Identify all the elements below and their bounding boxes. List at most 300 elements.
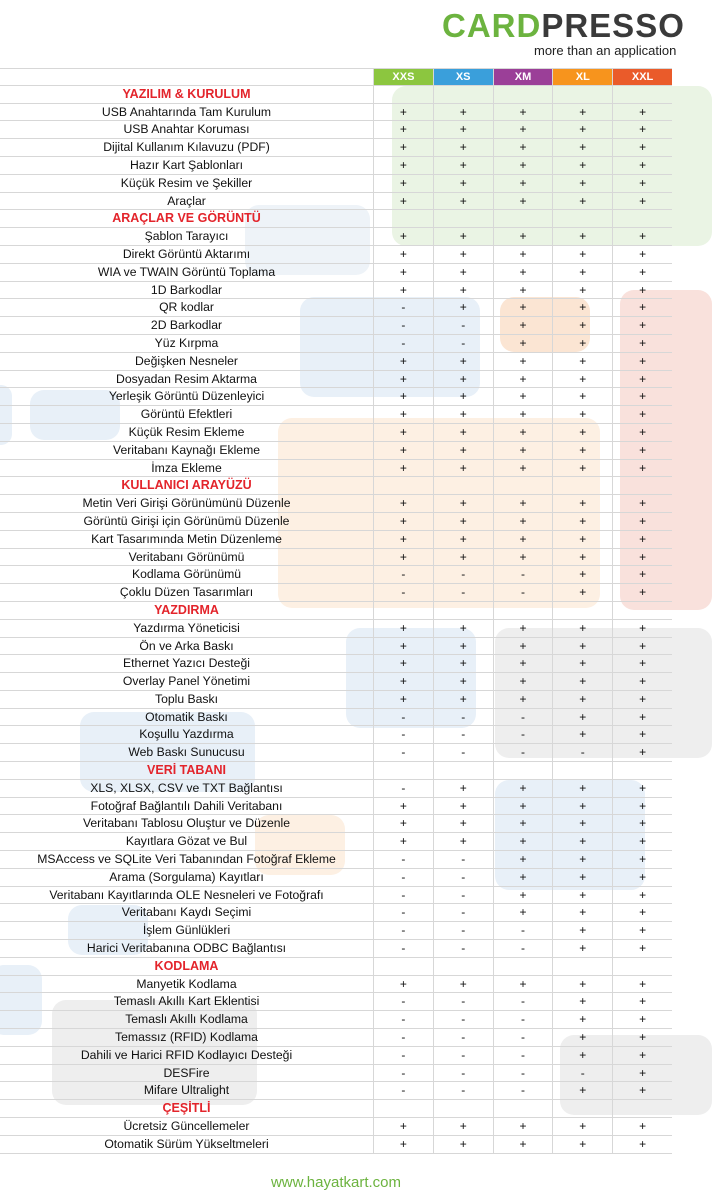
- section-row: [0, 1100, 672, 1118]
- feature-value-xs: -: [433, 744, 493, 761]
- feature-value-xm: +: [493, 175, 553, 192]
- section-empty-cell: [612, 210, 672, 227]
- feature-value-xm: +: [493, 193, 553, 210]
- feature-value-xl: +: [552, 371, 612, 388]
- feature-row: [0, 246, 672, 264]
- feature-value-xxs: +: [373, 620, 433, 637]
- feature-value-xxl: +: [612, 584, 672, 601]
- feature-value-xs: -: [433, 1047, 493, 1064]
- feature-label: Veritabanı Kaynağı Ekleme: [112, 442, 261, 457]
- feature-label: Kayıtlara Gözat ve Bul: [125, 834, 248, 849]
- feature-label: Şablon Tarayıcı: [144, 229, 229, 244]
- column-header-xxs: XXS: [373, 69, 433, 85]
- feature-value-xxs: +: [373, 175, 433, 192]
- feature-row: [0, 815, 672, 833]
- feature-row: [0, 1047, 672, 1065]
- feature-value-xxs: +: [373, 531, 433, 548]
- feature-label: Veritabanı Tablosu Oluştur ve Düzenle: [82, 816, 291, 831]
- feature-value-xxl: +: [612, 513, 672, 530]
- section-empty-cell: [612, 762, 672, 779]
- feature-value-xm: +: [493, 139, 553, 156]
- feature-value-xm: +: [493, 335, 553, 352]
- feature-value-xxl: +: [612, 922, 672, 939]
- feature-value-xxs: -: [373, 1029, 433, 1046]
- feature-value-xl: +: [552, 709, 612, 726]
- feature-value-xm: +: [493, 264, 553, 281]
- feature-value-xm: +: [493, 531, 553, 548]
- feature-value-xl: +: [552, 513, 612, 530]
- feature-value-xxl: +: [612, 887, 672, 904]
- feature-label: Kart Tasarımında Metin Düzenleme: [91, 531, 282, 546]
- feature-row: [0, 940, 672, 958]
- column-header-xm: XM: [493, 69, 553, 85]
- feature-row: [0, 299, 672, 317]
- feature-row: [0, 549, 672, 567]
- feature-value-xxl: +: [612, 193, 672, 210]
- feature-value-xxs: -: [373, 1082, 433, 1099]
- feature-value-xs: +: [433, 175, 493, 192]
- feature-row: [0, 922, 672, 940]
- feature-value-xm: -: [493, 566, 553, 583]
- feature-label: Dahili ve Harici RFID Kodlayıcı Desteği: [80, 1047, 293, 1062]
- feature-value-xl: +: [552, 442, 612, 459]
- feature-value-xxl: +: [612, 157, 672, 174]
- section-empty-cell: [612, 86, 672, 103]
- feature-value-xl: +: [552, 869, 612, 886]
- feature-value-xs: +: [433, 228, 493, 245]
- feature-value-xxl: +: [612, 851, 672, 868]
- feature-value-xxs: +: [373, 549, 433, 566]
- feature-value-xm: +: [493, 691, 553, 708]
- feature-value-xxl: +: [612, 744, 672, 761]
- feature-value-xl: +: [552, 549, 612, 566]
- feature-label: Harici Veritabanına ODBC Bağlantısı: [86, 941, 287, 956]
- feature-row: [0, 335, 672, 353]
- section-empty-cell: [373, 762, 433, 779]
- feature-value-xs: +: [433, 282, 493, 299]
- feature-row: [0, 780, 672, 798]
- feature-value-xxs: +: [373, 388, 433, 405]
- feature-value-xs: +: [433, 406, 493, 423]
- feature-value-xxs: +: [373, 833, 433, 850]
- feature-value-xl: +: [552, 282, 612, 299]
- feature-value-xm: +: [493, 442, 553, 459]
- feature-value-xs: +: [433, 121, 493, 138]
- section-empty-cell: [493, 210, 553, 227]
- feature-value-xm: -: [493, 1011, 553, 1028]
- feature-label: Yazdırma Yöneticisi: [133, 620, 240, 635]
- section-empty-cell: [373, 958, 433, 975]
- section-empty-cell: [612, 1100, 672, 1117]
- feature-value-xl: +: [552, 620, 612, 637]
- feature-row: [0, 264, 672, 282]
- feature-value-xxs: -: [373, 851, 433, 868]
- feature-value-xs: -: [433, 317, 493, 334]
- feature-value-xm: +: [493, 833, 553, 850]
- feature-value-xm: +: [493, 513, 553, 530]
- feature-value-xxl: +: [612, 353, 672, 370]
- feature-value-xl: +: [552, 104, 612, 121]
- feature-value-xxl: +: [612, 1118, 672, 1135]
- feature-row: [0, 388, 672, 406]
- feature-value-xxs: +: [373, 691, 433, 708]
- feature-value-xxs: +: [373, 1118, 433, 1135]
- feature-value-xm: +: [493, 317, 553, 334]
- feature-value-xxl: +: [612, 228, 672, 245]
- feature-value-xm: +: [493, 157, 553, 174]
- feature-row: [0, 744, 672, 762]
- section-empty-cell: [493, 762, 553, 779]
- feature-value-xl: +: [552, 780, 612, 797]
- feature-label: WIA ve TWAIN Görüntü Toplama: [97, 264, 276, 279]
- feature-value-xs: +: [433, 620, 493, 637]
- feature-value-xxl: +: [612, 655, 672, 672]
- feature-value-xs: +: [433, 798, 493, 815]
- feature-value-xl: +: [552, 638, 612, 655]
- feature-value-xm: -: [493, 709, 553, 726]
- feature-row: [0, 1029, 672, 1047]
- feature-value-xm: -: [493, 584, 553, 601]
- feature-value-xl: +: [552, 121, 612, 138]
- feature-value-xs: +: [433, 299, 493, 316]
- feature-value-xm: +: [493, 887, 553, 904]
- feature-value-xxs: +: [373, 139, 433, 156]
- section-row: [0, 958, 672, 976]
- section-empty-cell: [493, 86, 553, 103]
- feature-row: [0, 851, 672, 869]
- section-empty-cell: [552, 210, 612, 227]
- feature-value-xl: +: [552, 1082, 612, 1099]
- feature-label: Hazır Kart Şablonları: [129, 157, 244, 172]
- feature-label: Çoklu Düzen Tasarımları: [119, 585, 254, 600]
- feature-value-xxs: -: [373, 887, 433, 904]
- feature-value-xxl: +: [612, 388, 672, 405]
- feature-value-xm: -: [493, 1047, 553, 1064]
- feature-value-xl: +: [552, 460, 612, 477]
- section-title: VERİ TABANI: [147, 763, 226, 778]
- feature-value-xl: +: [552, 851, 612, 868]
- feature-value-xs: +: [433, 513, 493, 530]
- feature-row: [0, 353, 672, 371]
- feature-value-xl: +: [552, 887, 612, 904]
- feature-value-xxs: -: [373, 993, 433, 1010]
- feature-value-xm: +: [493, 121, 553, 138]
- section-row: [0, 762, 672, 780]
- feature-label: Değişken Nesneler: [135, 353, 238, 368]
- feature-value-xs: -: [433, 904, 493, 921]
- feature-value-xxs: +: [373, 495, 433, 512]
- feature-row: [0, 1011, 672, 1029]
- feature-value-xs: +: [433, 1136, 493, 1153]
- feature-label: Web Baskı Sunucusu: [128, 745, 245, 760]
- feature-value-xl: +: [552, 228, 612, 245]
- feature-value-xm: +: [493, 104, 553, 121]
- feature-value-xxs: -: [373, 709, 433, 726]
- feature-value-xl: +: [552, 531, 612, 548]
- feature-value-xxl: +: [612, 121, 672, 138]
- feature-value-xl: +: [552, 353, 612, 370]
- feature-value-xs: +: [433, 1118, 493, 1135]
- feature-value-xs: -: [433, 940, 493, 957]
- feature-value-xm: +: [493, 815, 553, 832]
- feature-value-xxs: +: [373, 282, 433, 299]
- feature-value-xs: +: [433, 246, 493, 263]
- section-title: KODLAMA: [154, 958, 219, 973]
- logo-card-text: CARD: [442, 7, 542, 44]
- feature-value-xxs: -: [373, 317, 433, 334]
- feature-label: Koşullu Yazdırma: [139, 727, 234, 742]
- feature-row: [0, 833, 672, 851]
- feature-label: Fotoğraf Bağlantılı Dahili Veritabanı: [90, 798, 283, 813]
- section-empty-cell: [373, 602, 433, 619]
- feature-value-xxs: -: [373, 1047, 433, 1064]
- feature-value-xs: +: [433, 388, 493, 405]
- feature-value-xxl: +: [612, 1011, 672, 1028]
- feature-value-xxs: +: [373, 228, 433, 245]
- feature-value-xl: +: [552, 246, 612, 263]
- feature-row: [0, 673, 672, 691]
- feature-value-xl: -: [552, 744, 612, 761]
- section-empty-cell: [373, 210, 433, 227]
- feature-value-xs: -: [433, 851, 493, 868]
- feature-label: Otomatik Baskı: [145, 709, 228, 724]
- section-title: YAZDIRMA: [154, 602, 219, 617]
- section-empty-cell: [433, 958, 493, 975]
- feature-value-xl: +: [552, 1047, 612, 1064]
- feature-value-xxl: +: [612, 175, 672, 192]
- feature-value-xl: +: [552, 388, 612, 405]
- feature-value-xs: -: [433, 993, 493, 1010]
- feature-label: Overlay Panel Yönetimi: [122, 674, 251, 689]
- feature-value-xm: +: [493, 228, 553, 245]
- section-row: [0, 86, 672, 104]
- feature-value-xxl: +: [612, 424, 672, 441]
- feature-value-xm: +: [493, 851, 553, 868]
- logo-tagline: more than an application: [534, 43, 677, 58]
- feature-value-xxs: -: [373, 1065, 433, 1082]
- feature-value-xm: +: [493, 1136, 553, 1153]
- feature-value-xl: +: [552, 904, 612, 921]
- feature-value-xm: +: [493, 353, 553, 370]
- feature-value-xm: -: [493, 744, 553, 761]
- feature-value-xxl: +: [612, 549, 672, 566]
- feature-value-xs: +: [433, 371, 493, 388]
- feature-row: [0, 1136, 672, 1154]
- feature-value-xxs: +: [373, 976, 433, 993]
- feature-value-xm: -: [493, 1082, 553, 1099]
- feature-label: Ethernet Yazıcı Desteği: [123, 656, 250, 671]
- feature-value-xxs: -: [373, 584, 433, 601]
- section-empty-cell: [493, 477, 553, 494]
- feature-row: [0, 193, 672, 211]
- feature-label: Temaslı Akıllı Kart Eklentisi: [113, 994, 260, 1009]
- feature-row: [0, 121, 672, 139]
- section-empty-cell: [433, 762, 493, 779]
- feature-label: Görüntü Girişi için Görünümü Düzenle: [83, 513, 290, 528]
- feature-value-xxs: +: [373, 655, 433, 672]
- feature-value-xxs: +: [373, 424, 433, 441]
- feature-value-xxl: +: [612, 406, 672, 423]
- feature-value-xxl: +: [612, 1082, 672, 1099]
- feature-value-xxl: +: [612, 1029, 672, 1046]
- feature-value-xs: +: [433, 638, 493, 655]
- feature-label: Yüz Kırpma: [154, 335, 219, 350]
- feature-comparison-table: [0, 68, 672, 1154]
- feature-value-xxl: +: [612, 1136, 672, 1153]
- feature-label: Araçlar: [167, 193, 206, 208]
- section-title: ARAÇLAR VE GÖRÜNTÜ: [112, 211, 261, 226]
- feature-label: Veritabanı Kaydı Seçimi: [121, 905, 252, 920]
- section-empty-cell: [493, 958, 553, 975]
- feature-value-xs: +: [433, 815, 493, 832]
- feature-row: [0, 424, 672, 442]
- feature-value-xxl: +: [612, 317, 672, 334]
- feature-value-xl: +: [552, 1118, 612, 1135]
- section-empty-cell: [373, 86, 433, 103]
- feature-value-xxs: +: [373, 264, 433, 281]
- feature-value-xl: +: [552, 940, 612, 957]
- feature-value-xs: +: [433, 424, 493, 441]
- feature-label: Temassız (RFID) Kodlama: [115, 1030, 258, 1045]
- feature-row: [0, 228, 672, 246]
- feature-value-xs: -: [433, 335, 493, 352]
- feature-label: Kodlama Görünümü: [131, 567, 242, 582]
- feature-value-xl: +: [552, 691, 612, 708]
- feature-value-xxl: +: [612, 246, 672, 263]
- feature-row: [0, 691, 672, 709]
- feature-value-xxl: +: [612, 566, 672, 583]
- section-empty-cell: [552, 1100, 612, 1117]
- feature-value-xs: -: [433, 709, 493, 726]
- logo-presso-text: PRESSO: [541, 7, 685, 44]
- feature-value-xm: +: [493, 549, 553, 566]
- feature-value-xs: +: [433, 976, 493, 993]
- feature-value-xs: -: [433, 869, 493, 886]
- feature-value-xxs: +: [373, 406, 433, 423]
- section-empty-cell: [612, 602, 672, 619]
- section-empty-cell: [433, 210, 493, 227]
- feature-value-xm: +: [493, 673, 553, 690]
- feature-label: USB Anahtar Koruması: [123, 122, 250, 137]
- feature-value-xs: +: [433, 531, 493, 548]
- feature-value-xxs: -: [373, 922, 433, 939]
- feature-value-xl: +: [552, 495, 612, 512]
- feature-label: MSAccess ve SQLite Veri Tabanından Fotoğraf Ekleme: [37, 852, 336, 867]
- feature-value-xs: -: [433, 584, 493, 601]
- feature-value-xm: +: [493, 460, 553, 477]
- feature-label: Direkt Görüntü Aktarımı: [122, 246, 251, 261]
- feature-value-xm: +: [493, 904, 553, 921]
- feature-value-xs: +: [433, 673, 493, 690]
- feature-value-xl: +: [552, 406, 612, 423]
- feature-value-xs: -: [433, 887, 493, 904]
- feature-value-xl: +: [552, 726, 612, 743]
- feature-value-xl: +: [552, 317, 612, 334]
- feature-row: [0, 869, 672, 887]
- feature-label: Küçük Resim Ekleme: [128, 424, 245, 439]
- feature-value-xl: +: [552, 655, 612, 672]
- feature-value-xxl: +: [612, 815, 672, 832]
- feature-value-xl: +: [552, 264, 612, 281]
- feature-value-xl: +: [552, 1011, 612, 1028]
- feature-label: QR kodlar: [159, 300, 214, 315]
- feature-row: [0, 406, 672, 424]
- feature-value-xl: +: [552, 139, 612, 156]
- feature-value-xl: +: [552, 922, 612, 939]
- feature-row: [0, 460, 672, 478]
- feature-value-xxl: +: [612, 638, 672, 655]
- feature-value-xs: +: [433, 104, 493, 121]
- feature-value-xm: +: [493, 299, 553, 316]
- section-row: [0, 210, 672, 228]
- feature-label: USB Anahtarında Tam Kurulum: [101, 104, 272, 119]
- feature-value-xs: -: [433, 922, 493, 939]
- feature-value-xxs: +: [373, 815, 433, 832]
- feature-label: Manyetik Kodlama: [136, 976, 237, 991]
- feature-value-xm: +: [493, 246, 553, 263]
- feature-value-xxl: +: [612, 904, 672, 921]
- feature-label: Mifare Ultralight: [143, 1083, 230, 1098]
- feature-value-xm: -: [493, 1065, 553, 1082]
- feature-label: Temaslı Akıllı Kodlama: [125, 1012, 248, 1027]
- feature-value-xxl: +: [612, 299, 672, 316]
- feature-label: Ön ve Arka Baskı: [139, 638, 234, 653]
- feature-value-xxs: -: [373, 780, 433, 797]
- feature-label: 1D Barkodlar: [150, 282, 223, 297]
- feature-value-xs: +: [433, 139, 493, 156]
- feature-value-xxl: +: [612, 709, 672, 726]
- feature-value-xxl: +: [612, 940, 672, 957]
- feature-label: İşlem Günlükleri: [142, 923, 231, 938]
- feature-label: Dijital Kullanım Kılavuzu (PDF): [103, 140, 270, 155]
- feature-value-xxl: +: [612, 798, 672, 815]
- feature-value-xm: -: [493, 922, 553, 939]
- footer-website: www.hayatkart.com: [270, 1174, 402, 1191]
- header-blank-cell: [0, 69, 373, 85]
- feature-label: Ücretsiz Güncellemeler: [123, 1119, 250, 1134]
- feature-value-xl: +: [552, 157, 612, 174]
- section-empty-cell: [433, 1100, 493, 1117]
- section-empty-cell: [552, 86, 612, 103]
- table-header-row: [0, 68, 672, 86]
- section-empty-cell: [373, 1100, 433, 1117]
- feature-row: [0, 157, 672, 175]
- feature-value-xl: +: [552, 584, 612, 601]
- section-empty-cell: [493, 602, 553, 619]
- feature-value-xxl: +: [612, 104, 672, 121]
- section-title: YAZILIM & KURULUM: [122, 86, 251, 101]
- feature-value-xl: +: [552, 833, 612, 850]
- feature-value-xl: +: [552, 1136, 612, 1153]
- feature-value-xxs: +: [373, 798, 433, 815]
- feature-value-xxl: +: [612, 1047, 672, 1064]
- feature-value-xxs: +: [373, 638, 433, 655]
- column-header-xs: XS: [433, 69, 493, 85]
- feature-row: [0, 317, 672, 335]
- feature-value-xl: +: [552, 1029, 612, 1046]
- feature-value-xxs: +: [373, 1136, 433, 1153]
- feature-value-xs: +: [433, 353, 493, 370]
- feature-value-xxs: +: [373, 460, 433, 477]
- feature-row: [0, 798, 672, 816]
- section-empty-cell: [612, 477, 672, 494]
- section-empty-cell: [552, 762, 612, 779]
- feature-row: [0, 1065, 672, 1083]
- feature-row: [0, 566, 672, 584]
- feature-value-xm: +: [493, 1118, 553, 1135]
- feature-row: [0, 584, 672, 602]
- feature-value-xxl: +: [612, 264, 672, 281]
